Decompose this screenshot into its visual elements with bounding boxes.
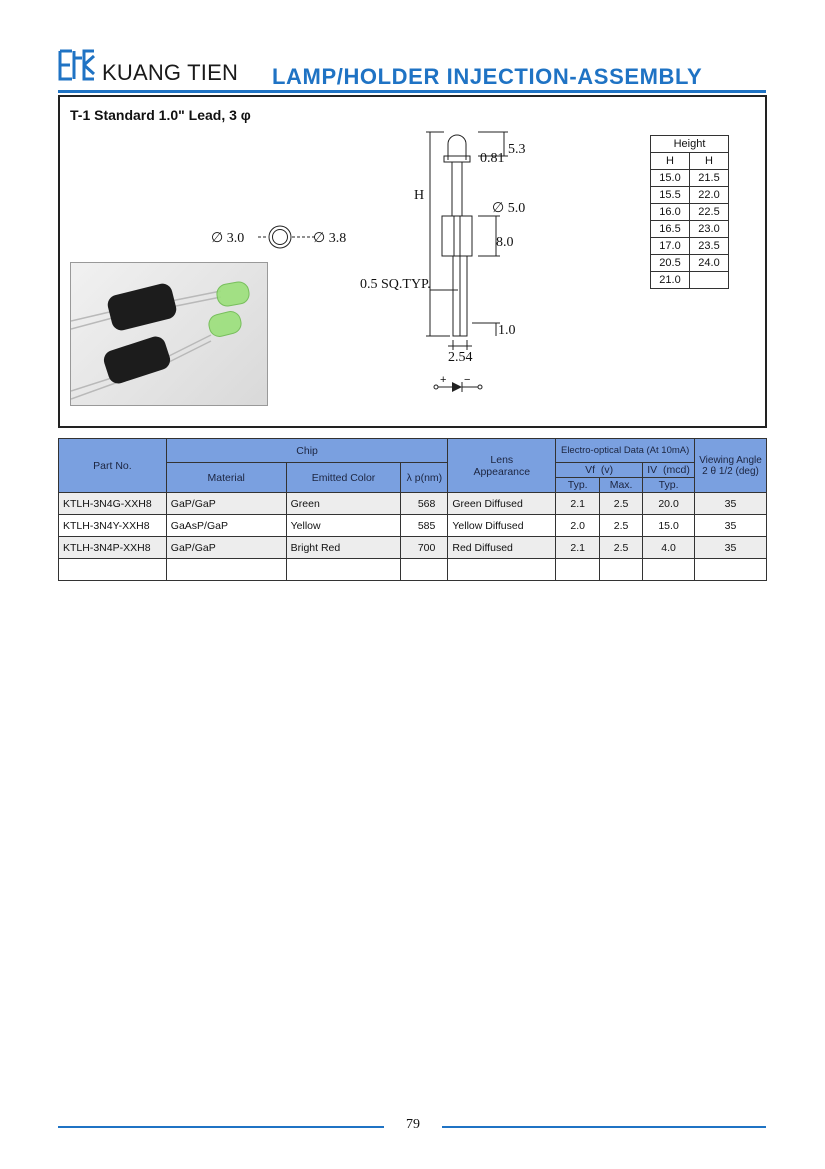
cell-wavelength: 700 xyxy=(401,537,448,559)
empty-cell xyxy=(286,559,401,581)
cell-color: Yellow xyxy=(286,515,401,537)
product-photo xyxy=(70,262,268,406)
cell-vf-typ: 2.1 xyxy=(556,493,600,515)
dim-inner-diameter: ∅ 3.0 xyxy=(211,231,245,246)
cell-vf-typ: 2.0 xyxy=(556,515,600,537)
empty-cell xyxy=(59,559,167,581)
cell-vf-max: 2.5 xyxy=(600,515,643,537)
cell-material: GaP/GaP xyxy=(166,493,286,515)
height-cell: 23.0 xyxy=(690,221,729,238)
spec-table xyxy=(58,438,767,581)
height-cell: 15.0 xyxy=(651,170,690,187)
cell-vf-typ: 2.1 xyxy=(556,537,600,559)
cell-lens: Yellow Diffused xyxy=(448,515,556,537)
table-row xyxy=(59,515,767,537)
height-table-title: Height xyxy=(651,136,729,153)
height-cell: 22.5 xyxy=(690,204,729,221)
polarity-plus: + xyxy=(440,374,447,386)
cell-lens: Red Diffused xyxy=(448,537,556,559)
table-row-empty xyxy=(59,559,767,581)
dim-lead-square: 0.5 SQ.TYP. xyxy=(360,277,431,292)
cell-color: Green xyxy=(286,493,401,515)
diode-symbol-icon xyxy=(432,380,484,394)
lead-leader-line xyxy=(430,288,460,296)
footer-rule-right xyxy=(442,1126,766,1128)
cell-material: GaAsP/GaP xyxy=(166,515,286,537)
dim-top: 5.3 xyxy=(508,142,526,157)
empty-cell xyxy=(401,559,448,581)
ring-top-view xyxy=(258,222,318,252)
header-electro-optical: Electro-optical Data (At 10mA) xyxy=(556,439,695,463)
dim-outer-diameter: ∅ 3.8 xyxy=(313,231,347,246)
header-chip: Chip xyxy=(166,439,448,463)
dim-height-label: H xyxy=(414,188,425,203)
cell-iv-typ: 15.0 xyxy=(643,515,695,537)
header-vf-typ: Typ. xyxy=(556,478,600,493)
cell-angle: 35 xyxy=(695,537,767,559)
empty-cell xyxy=(166,559,286,581)
empty-cell xyxy=(600,559,643,581)
page-title: LAMP/HOLDER INJECTION-ASSEMBLY xyxy=(272,64,703,89)
dim-lead-end: 1.0 xyxy=(498,323,516,338)
header-wavelength: λ p(nm) xyxy=(401,463,448,493)
table-row xyxy=(59,537,767,559)
title-rule xyxy=(58,90,766,93)
height-cell: 24.0 xyxy=(690,255,729,272)
height-cell: 17.0 xyxy=(651,238,690,255)
header-iv: IV (mcd) xyxy=(643,463,695,478)
header-iv-typ: Typ. xyxy=(643,478,695,493)
kuang-tien-logo xyxy=(58,48,96,82)
polarity-minus: − xyxy=(464,374,471,386)
cell-wavelength: 568 xyxy=(401,493,448,515)
dim-pitch: 2.54 xyxy=(448,350,473,365)
empty-cell xyxy=(556,559,600,581)
header-emitted-color: Emitted Color xyxy=(286,463,401,493)
cell-part-no: KTLH-3N4G-XXH8 xyxy=(59,493,167,515)
height-col-header: H xyxy=(651,153,690,170)
cell-iv-typ: 20.0 xyxy=(643,493,695,515)
dim-holder-height: 8.0 xyxy=(496,235,514,250)
cell-color: Bright Red xyxy=(286,537,401,559)
height-cell: 22.0 xyxy=(690,187,729,204)
cell-vf-max: 2.5 xyxy=(600,537,643,559)
dim-body-diameter: ∅ 5.0 xyxy=(492,201,526,216)
height-cell: 23.5 xyxy=(690,238,729,255)
cell-part-no: KTLH-3N4Y-XXH8 xyxy=(59,515,167,537)
cell-iv-typ: 4.0 xyxy=(643,537,695,559)
cell-part-no: KTLH-3N4P-XXH8 xyxy=(59,537,167,559)
drawing-title: T-1 Standard 1.0" Lead, 3 φ xyxy=(70,107,251,123)
cell-angle: 35 xyxy=(695,493,767,515)
footer-rule-left xyxy=(58,1126,384,1128)
height-col-header: H xyxy=(690,153,729,170)
height-cell xyxy=(690,272,729,289)
table-row xyxy=(59,493,767,515)
empty-cell xyxy=(643,559,695,581)
header-vf: Vf (v) xyxy=(556,463,643,478)
brand-name: KUANG TIEN xyxy=(102,60,239,85)
cell-lens: Green Diffused xyxy=(448,493,556,515)
header-viewing-angle: Viewing Angle 2 θ 1/2 (deg) xyxy=(695,439,767,493)
height-table xyxy=(650,135,729,289)
header-material: Material xyxy=(166,463,286,493)
empty-cell xyxy=(695,559,767,581)
height-cell: 21.5 xyxy=(690,170,729,187)
empty-cell xyxy=(448,559,556,581)
height-cell: 15.5 xyxy=(651,187,690,204)
page-number: 79 xyxy=(406,1117,420,1132)
header-lens: Lens Appearance xyxy=(448,439,556,493)
height-cell: 16.0 xyxy=(651,204,690,221)
header-vf-max: Max. xyxy=(600,478,643,493)
height-cell: 16.5 xyxy=(651,221,690,238)
header-part-no: Part No. xyxy=(59,439,167,493)
cell-wavelength: 585 xyxy=(401,515,448,537)
height-cell: 20.5 xyxy=(651,255,690,272)
lamp-side-view xyxy=(420,128,530,398)
dim-flange: 0.81 xyxy=(480,151,505,166)
cell-angle: 35 xyxy=(695,515,767,537)
height-cell: 21.0 xyxy=(651,272,690,289)
cell-vf-max: 2.5 xyxy=(600,493,643,515)
cell-material: GaP/GaP xyxy=(166,537,286,559)
